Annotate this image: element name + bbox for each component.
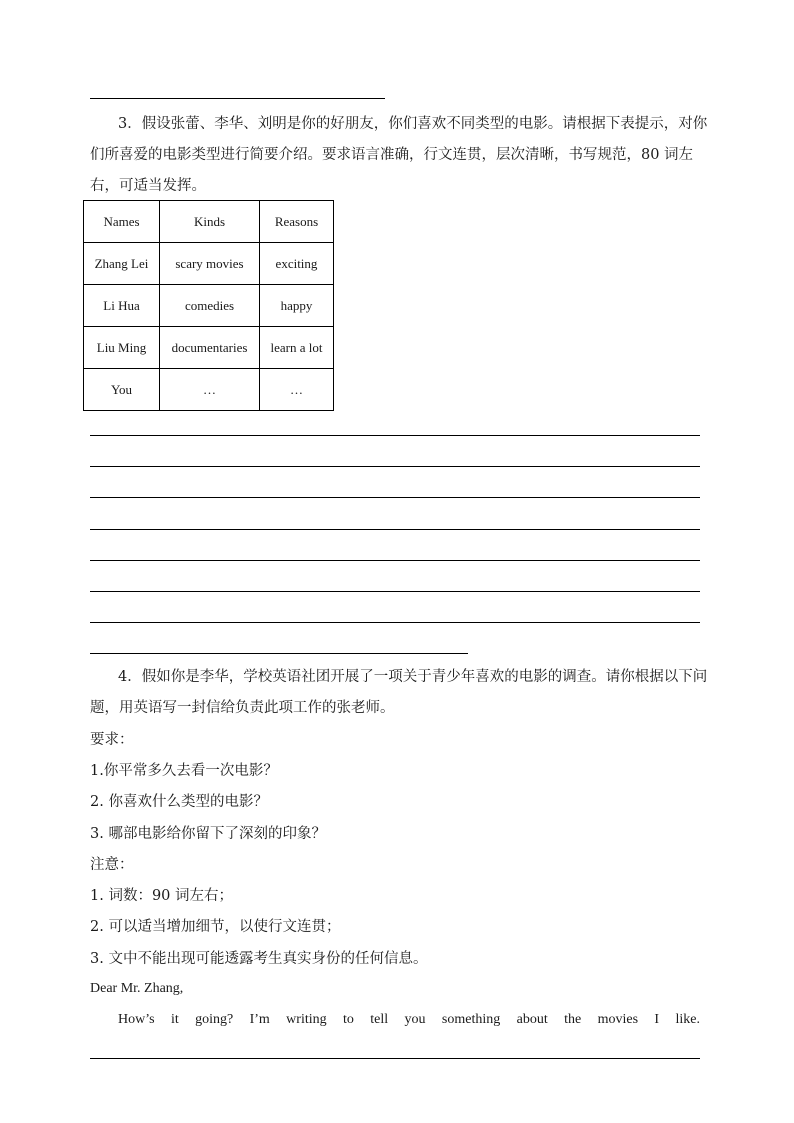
table-cell: Zhang Lei (84, 243, 160, 285)
opening-word: going? (195, 1012, 234, 1027)
opening-word: you (404, 1012, 426, 1027)
answer-line (90, 591, 700, 592)
opening-word: about (516, 1012, 548, 1027)
answer-line (90, 98, 385, 99)
requirement-item: 3. 哪部电影给你留下了深刻的印象？ (90, 826, 326, 842)
answer-line (90, 529, 700, 530)
letter-greeting: Dear Mr. Zhang, (90, 981, 184, 996)
opening-word: something (441, 1012, 501, 1027)
table-header: Names (84, 201, 160, 243)
requirement-item: 2. 你喜欢什么类型的电影？ (90, 794, 268, 810)
answer-line (90, 622, 700, 623)
table-cell: exciting (260, 243, 334, 285)
table-header-row (84, 201, 334, 243)
note-item: 3. 文中不能出现可能透露考生真实身份的任何信息。 (90, 951, 428, 967)
opening-word: I’m (249, 1012, 270, 1027)
table-cell: You (84, 369, 160, 411)
table-cell: documentaries (160, 327, 260, 369)
answer-line (90, 497, 700, 498)
requirement-item: 1.你平常多久去看一次电影？ (90, 763, 278, 779)
table-row (84, 243, 334, 285)
letter-opening-sentence (118, 1012, 700, 1028)
answer-line (90, 435, 700, 436)
answer-line (90, 653, 468, 654)
requirements-label: 要求： (90, 732, 134, 748)
question-4-prompt: 4．假如你是李华，学校英语社团开展了一项关于青少年喜欢的电影的调查。请你根据以下问题，用英语写一封信给负责此项工作的张老师。 (90, 669, 708, 716)
table-cell: Li Hua (84, 285, 160, 327)
notes-label: 注意： (90, 857, 134, 873)
opening-word: I (654, 1012, 660, 1027)
table-cell: learn a lot (260, 327, 334, 369)
table-cell: Liu Ming (84, 327, 160, 369)
opening-word: tell (370, 1012, 389, 1027)
question-3-prompt: 3．假设张蕾、李华、刘明是你的好朋友，你们喜欢不同类型的电影。请根据下表提示，对你们所喜爱的电影类型进行简要介绍。要求语言准确，行文连贯，层次清晰，书写规范，80 词左右，可适当发挥。 (90, 116, 708, 194)
opening-word: it (170, 1012, 179, 1027)
answer-line (90, 1058, 700, 1059)
opening-word: to (343, 1012, 354, 1027)
table-row (84, 369, 334, 411)
opening-word: movies (597, 1012, 639, 1027)
answer-line (90, 560, 700, 561)
table-header: Reasons (260, 201, 334, 243)
table-cell: happy (260, 285, 334, 327)
note-item: 1. 词数：90 词左右； (90, 888, 234, 904)
opening-word: the (564, 1012, 582, 1027)
movie-preferences-table (83, 200, 334, 411)
opening-word: writing (286, 1012, 327, 1027)
note-item: 2. 可以适当增加细节，以使行文连贯； (90, 919, 341, 935)
opening-word: like. (675, 1012, 700, 1027)
table-row (84, 285, 334, 327)
answer-line (90, 466, 700, 467)
table-row (84, 327, 334, 369)
table-cell: scary movies (160, 243, 260, 285)
table-cell: … (260, 369, 334, 411)
table-cell: … (160, 369, 260, 411)
table-header: Kinds (160, 201, 260, 243)
opening-word: How’s (118, 1012, 155, 1027)
table-cell: comedies (160, 285, 260, 327)
